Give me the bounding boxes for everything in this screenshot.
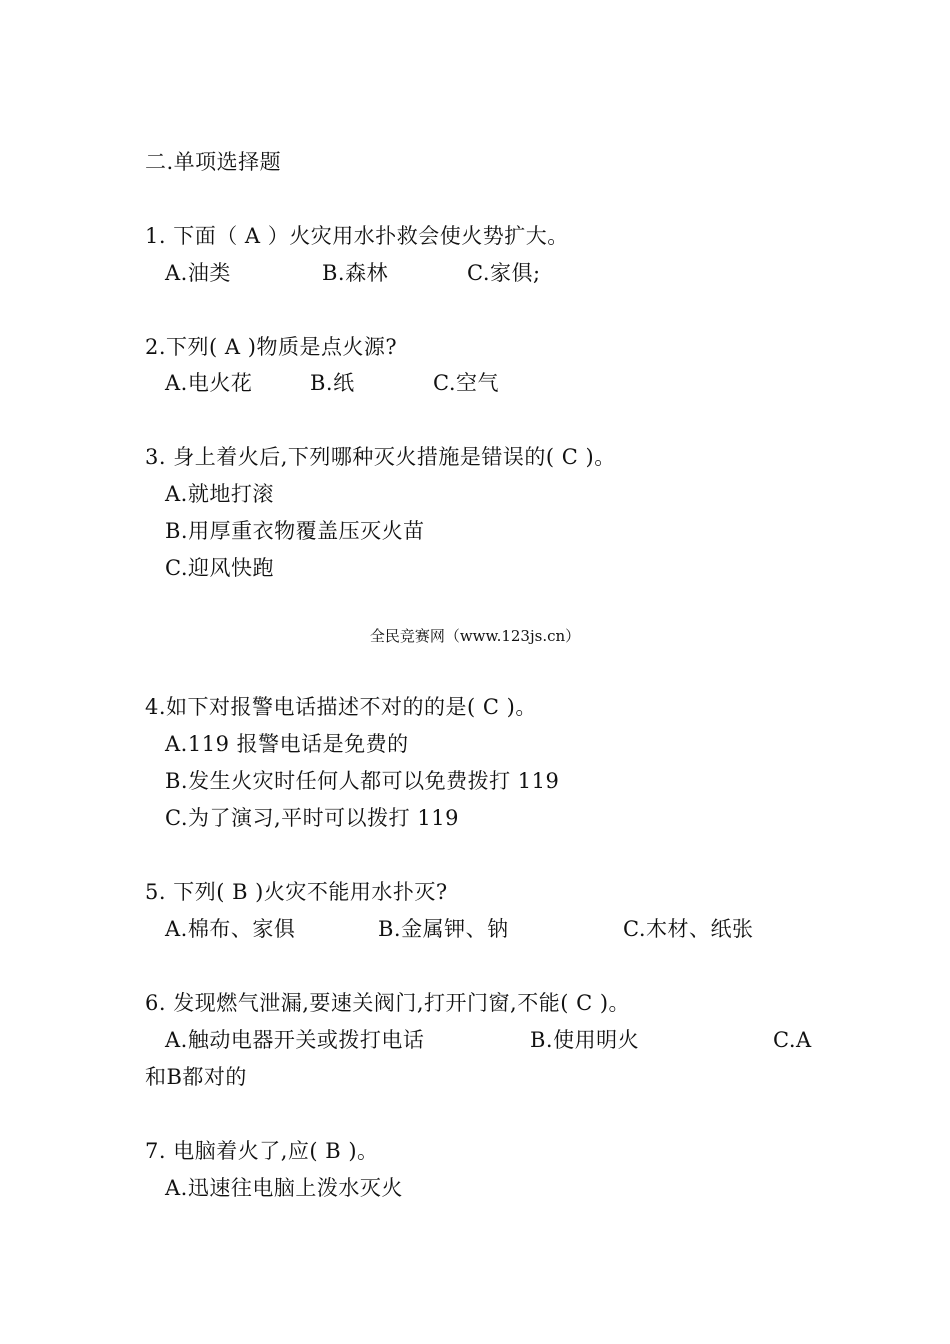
question-6-option-c: C.A <box>773 1028 812 1052</box>
question-5-stem: 5. 下列( B )火灾不能用水扑灭? <box>145 880 448 904</box>
question-7-option-a: A.迅速往电脑上泼水灭火 <box>165 1176 403 1200</box>
question-5-option-a: A.棉布、家俱 <box>165 917 296 941</box>
question-2-option-b: B.纸 <box>310 371 355 395</box>
question-1-stem: 1. 下面（ A ）火灾用水扑救会使火势扩大。 <box>145 224 569 248</box>
question-7-stem: 7. 电脑着火了,应( B )。 <box>145 1139 379 1163</box>
question-3-option-a: A.就地打滚 <box>165 482 274 506</box>
question-4-option-b: B.发生火灾时任何人都可以免费拨打 119 <box>165 769 560 793</box>
question-5-option-c: C.木材、纸张 <box>623 917 754 941</box>
question-5-option-b: B.金属钾、钠 <box>378 917 509 941</box>
question-6-stem: 6. 发现燃气泄漏,要速关阀门,打开门窗,不能( C )。 <box>145 991 631 1015</box>
question-1-option-a: A.油类 <box>165 261 231 285</box>
site-footer: 全民竞赛网（www.123js.cn） <box>369 627 581 645</box>
question-3-stem: 3. 身上着火后,下列哪种灭火措施是错误的( C )。 <box>145 445 616 469</box>
question-6-option-c-continued: 和B都对的 <box>145 1065 247 1089</box>
question-2-option-a: A.电火花 <box>165 371 253 395</box>
question-4-option-a: A.119 报警电话是免费的 <box>165 732 409 756</box>
question-6-option-b: B.使用明火 <box>530 1028 640 1052</box>
question-2-stem: 2.下列( A )物质是点火源? <box>145 335 398 359</box>
question-4-stem: 4.如下对报警电话描述不对的的是( C )。 <box>145 695 537 719</box>
question-1-option-b: B.森林 <box>322 261 389 285</box>
question-3-option-b: B.用厚重衣物覆盖压灭火苗 <box>165 519 425 543</box>
question-6-option-a: A.触动电器开关或拨打电话 <box>165 1028 425 1052</box>
question-4-option-c: C.为了演习,平时可以拨打 119 <box>165 806 459 830</box>
section-title: 二.单项选择题 <box>145 150 282 174</box>
question-1-option-c: C.家俱; <box>467 261 541 285</box>
question-2-option-c: C.空气 <box>433 371 499 395</box>
question-3-option-c: C.迎风快跑 <box>165 556 274 580</box>
